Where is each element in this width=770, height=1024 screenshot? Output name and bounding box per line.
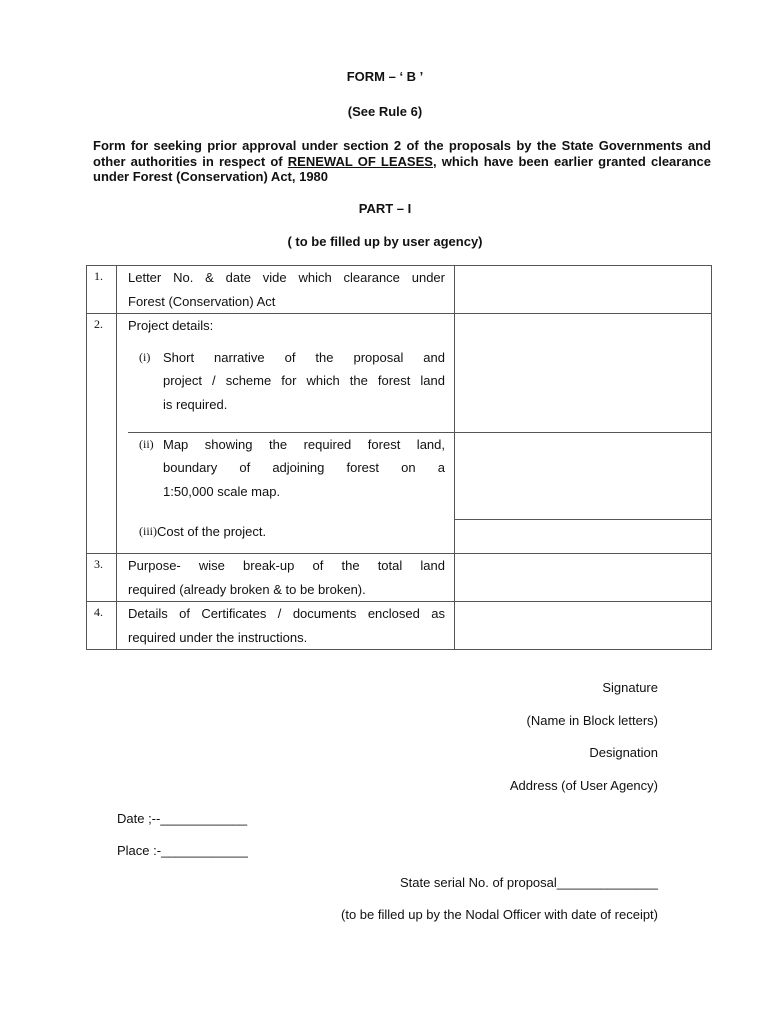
- table-row: [87, 602, 712, 650]
- state-serial-field[interactable]: State serial No. of proposal______________: [399, 875, 658, 890]
- description-text-end: , which have been earlier granted clearance under Forest (Conservation) Act, 1980: [93, 153, 711, 184]
- row-text-line: Details of Certificates / documents enclosed as: [128, 606, 445, 621]
- date-field[interactable]: Date ;--____________: [117, 811, 248, 826]
- row-text-line: Purpose- wise break-up of the total land: [128, 558, 445, 573]
- row-number: 4.: [87, 602, 117, 650]
- signature-label: Signature: [602, 680, 658, 695]
- form-description: [93, 138, 711, 185]
- form-title: FORM – ‘ B ’: [346, 69, 424, 84]
- row-text-line: Letter No. & date vide which clearance under: [128, 270, 445, 285]
- row-text: [117, 520, 455, 554]
- project-details-title: Project details:: [128, 318, 214, 333]
- answer-cell[interactable]: [455, 314, 712, 433]
- subitem-number: (iii): [139, 523, 157, 538]
- row-text: [117, 433, 455, 520]
- row-text-line: required (already broken & to be broken).: [128, 581, 366, 597]
- table-row: [87, 433, 712, 520]
- address-label: Address (of User Agency): [509, 778, 658, 793]
- place-field[interactable]: Place :-____________: [117, 843, 248, 858]
- name-label: (Name in Block letters): [526, 713, 658, 728]
- subitem-line: is required.: [163, 396, 228, 412]
- table-row: [87, 266, 712, 314]
- answer-cell[interactable]: [455, 433, 712, 520]
- row-text: [117, 602, 455, 650]
- subitem: [128, 433, 445, 504]
- answer-cell[interactable]: [455, 520, 712, 554]
- subitem-line: 1:50,000 scale map.: [163, 483, 281, 499]
- row-text-line: Forest (Conservation) Act: [128, 293, 276, 309]
- row-text: [117, 554, 455, 602]
- rule-reference: (See Rule 6): [347, 104, 423, 119]
- table-row: [87, 554, 712, 602]
- designation-label: Designation: [589, 745, 658, 760]
- subitem-number: (ii): [139, 436, 154, 451]
- answer-cell[interactable]: [455, 602, 712, 650]
- subitem: [128, 346, 445, 417]
- answer-cell[interactable]: [455, 554, 712, 602]
- row-text: [117, 266, 455, 314]
- row-number: 2.: [87, 314, 117, 554]
- subitem-number: (i): [139, 349, 151, 364]
- table-row: [87, 314, 712, 433]
- row-number: 1.: [87, 266, 117, 314]
- subitem: [128, 520, 445, 544]
- form-table: [86, 265, 712, 650]
- subitem-line: project / scheme for which the forest land: [163, 373, 445, 388]
- table-row: [87, 520, 712, 554]
- description-text-start: Form for seeking prior approval under section 2 of the proposals by the State Governments and other authorities in respect of: [93, 138, 711, 169]
- subitem-line: Short narrative of the proposal and: [163, 349, 445, 365]
- subitem-line: Cost of the project.: [157, 523, 267, 539]
- part-note: ( to be filled up by user agency): [287, 234, 483, 249]
- nodal-officer-note: (to be filled up by the Nodal Officer with date of receipt): [341, 907, 658, 922]
- part-heading: PART – I: [358, 201, 412, 216]
- row-text-line: required under the instructions.: [128, 629, 308, 645]
- answer-cell[interactable]: [455, 266, 712, 314]
- subitem-line: Map showing the required forest land,: [163, 436, 445, 452]
- renewal-of-leases-text: RENEWAL OF LEASES: [287, 153, 433, 169]
- subitem-line: boundary of adjoining forest on a: [163, 460, 445, 475]
- row-text: [117, 314, 455, 433]
- row-number: 3.: [87, 554, 117, 602]
